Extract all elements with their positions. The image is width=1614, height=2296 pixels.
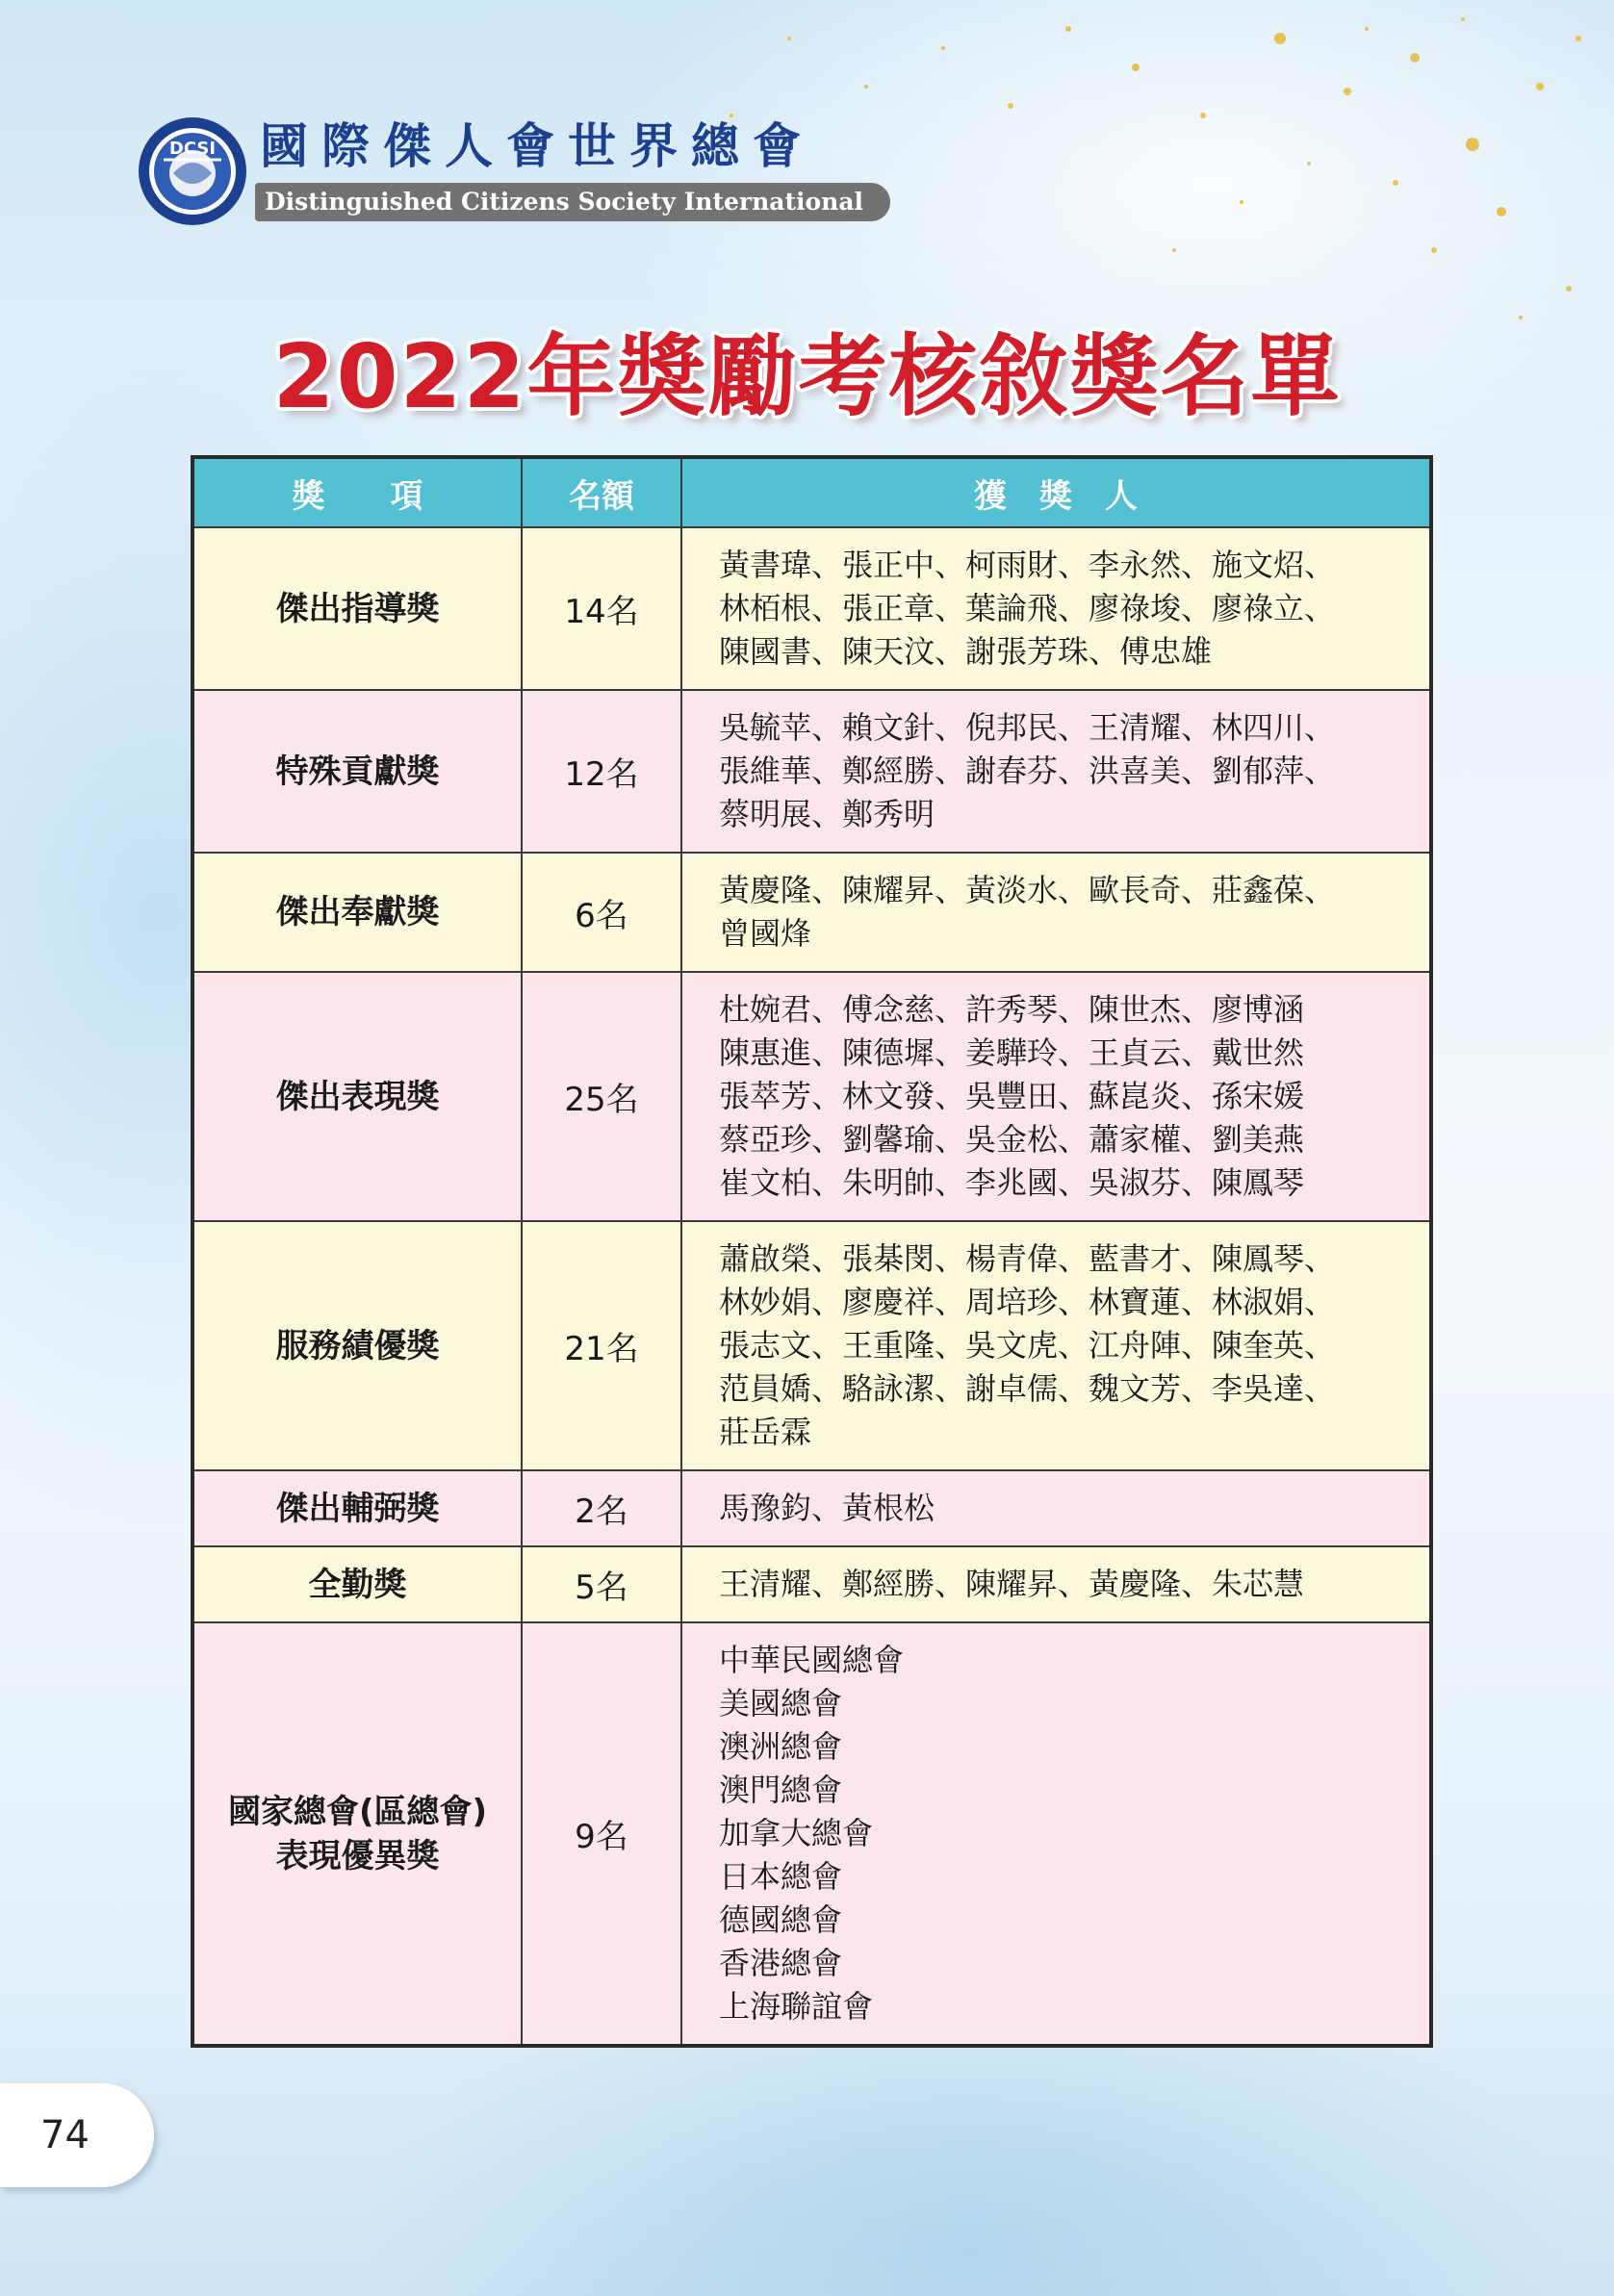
organization-name-english: Distinguished Citizens Society International	[265, 188, 864, 216]
table-row	[192, 690, 1431, 853]
table-row	[192, 1221, 1431, 1470]
award-category-cell	[192, 1221, 522, 1470]
table-row	[192, 1470, 1431, 1546]
svg-text:DCSI: DCSI	[168, 139, 217, 159]
recipient-line: 美國總會	[719, 1685, 843, 1722]
awards-table	[191, 455, 1433, 2048]
recipients-cell	[681, 1221, 1431, 1470]
page-title: 2022年獎勵考核敘獎名單	[272, 325, 1342, 428]
recipient-line: 加拿大總會	[719, 1815, 874, 1851]
recipient-line: 中華民國總會	[719, 1642, 905, 1678]
quota-cell: 12名	[522, 690, 681, 853]
recipient-line: 蔡明展、鄭秀明	[719, 796, 935, 832]
header-quota: 名額	[522, 457, 681, 527]
organization-name-banner	[255, 183, 890, 221]
page-number: 74	[40, 2113, 90, 2157]
dcsi-emblem-icon	[135, 114, 250, 229]
recipients-cell	[681, 972, 1431, 1221]
recipient-line: 范員嬌、駱詠潔、謝卓儒、魏文芳、李吳達、	[719, 1370, 1336, 1407]
recipient-line: 蔡亞珍、劉馨瑜、吳金松、蕭家權、劉美燕	[719, 1121, 1305, 1158]
recipients-cell	[681, 1622, 1431, 2046]
recipient-line: 曾國烽	[719, 915, 812, 952]
recipient-line: 林妙娟、廖慶祥、周培珍、林寶蓮、林淑娟、	[719, 1284, 1336, 1320]
award-category-line: 傑出表現獎	[275, 1077, 440, 1116]
award-category-line: 全勤獎	[308, 1565, 407, 1604]
recipient-line: 日本總會	[719, 1858, 843, 1895]
recipient-line: 張維華、鄭經勝、謝春芬、洪喜美、劉郁萍、	[719, 753, 1336, 789]
recipient-line: 莊岳霖	[719, 1414, 812, 1450]
recipients-cell	[681, 690, 1431, 853]
table-row	[192, 1546, 1431, 1622]
quota-cell: 14名	[522, 527, 681, 690]
award-category-cell	[192, 527, 522, 690]
quota-cell: 9名	[522, 1622, 681, 2046]
recipients-cell	[681, 1470, 1431, 1546]
award-category-cell	[192, 853, 522, 972]
award-category-line: 傑出輔弼獎	[275, 1489, 440, 1528]
award-rows	[192, 527, 1431, 2046]
quota-cell: 5名	[522, 1546, 681, 1622]
recipient-line: 黃書瑋、張正中、柯雨財、李永然、施文炤、	[719, 547, 1336, 583]
recipient-line: 王清耀、鄭經勝、陳耀昇、黃慶隆、朱芯慧	[719, 1566, 1305, 1602]
award-category-line: 表現優異獎	[275, 1836, 440, 1875]
quota-cell: 21名	[522, 1221, 681, 1470]
recipient-line: 澳洲總會	[719, 1728, 843, 1765]
table-row	[192, 853, 1431, 972]
recipients-cell	[681, 1546, 1431, 1622]
table-header-row	[192, 457, 1431, 527]
recipient-line: 陳國書、陳天汶、謝張芳珠、傅忠雄	[719, 633, 1213, 670]
quota-cell: 2名	[522, 1470, 681, 1546]
page-number-tab	[0, 2083, 154, 2187]
recipient-line: 香港總會	[719, 1945, 843, 1981]
recipient-line: 黃慶隆、陳耀昇、黃淡水、歐長奇、莊鑫葆、	[719, 872, 1336, 908]
table-row	[192, 1622, 1431, 2046]
recipient-line: 澳門總會	[719, 1772, 843, 1808]
recipient-line: 吳毓苹、賴文針、倪邦民、王清耀、林四川、	[719, 709, 1336, 746]
recipient-line: 馬豫鈞、黃根松	[719, 1490, 935, 1526]
award-category-line: 國家總會(區總會)	[227, 1792, 488, 1831]
recipient-line: 陳惠進、陳德墀、姜驊玲、王貞云、戴世然	[719, 1034, 1305, 1071]
organization-name-chinese: 國際傑人會世界總會	[260, 118, 814, 174]
recipient-line: 崔文柏、朱明帥、李兆國、吳淑芬、陳鳳琴	[719, 1164, 1305, 1201]
header-award-category: 獎 項	[192, 457, 522, 527]
header-recipients: 獲 獎 人	[681, 457, 1431, 527]
recipient-line: 德國總會	[719, 1901, 843, 1938]
recipients-cell	[681, 527, 1431, 690]
table-row	[192, 972, 1431, 1221]
recipient-line: 林栢根、張正章、葉論飛、廖祿埈、廖祿立、	[719, 590, 1336, 626]
award-category-cell	[192, 1470, 522, 1546]
recipient-line: 張萃芳、林文發、吳豐田、蘇崑炎、孫宋媛	[719, 1078, 1305, 1114]
quota-cell: 25名	[522, 972, 681, 1221]
recipient-line: 上海聯誼會	[719, 1988, 874, 2025]
organization-header	[135, 114, 895, 234]
table-row	[192, 527, 1431, 690]
award-category-cell	[192, 972, 522, 1221]
award-category-line: 傑出指導獎	[275, 589, 440, 628]
recipient-line: 蕭啟榮、張棊閔、楊青偉、藍書才、陳鳳琴、	[719, 1240, 1336, 1277]
recipient-line: 杜婉君、傅念慈、許秀琴、陳世杰、廖博涵	[719, 991, 1305, 1028]
award-category-line: 服務績優獎	[275, 1326, 440, 1365]
award-category-line: 傑出奉獻獎	[275, 893, 440, 931]
recipients-cell	[681, 853, 1431, 972]
award-category-cell	[192, 1546, 522, 1622]
recipient-line: 張志文、王重隆、吳文虎、江舟陣、陳奎英、	[719, 1327, 1336, 1364]
award-category-line: 特殊貢獻獎	[275, 752, 440, 791]
award-category-cell	[192, 690, 522, 853]
quota-cell: 6名	[522, 853, 681, 972]
award-category-cell	[192, 1622, 522, 2046]
